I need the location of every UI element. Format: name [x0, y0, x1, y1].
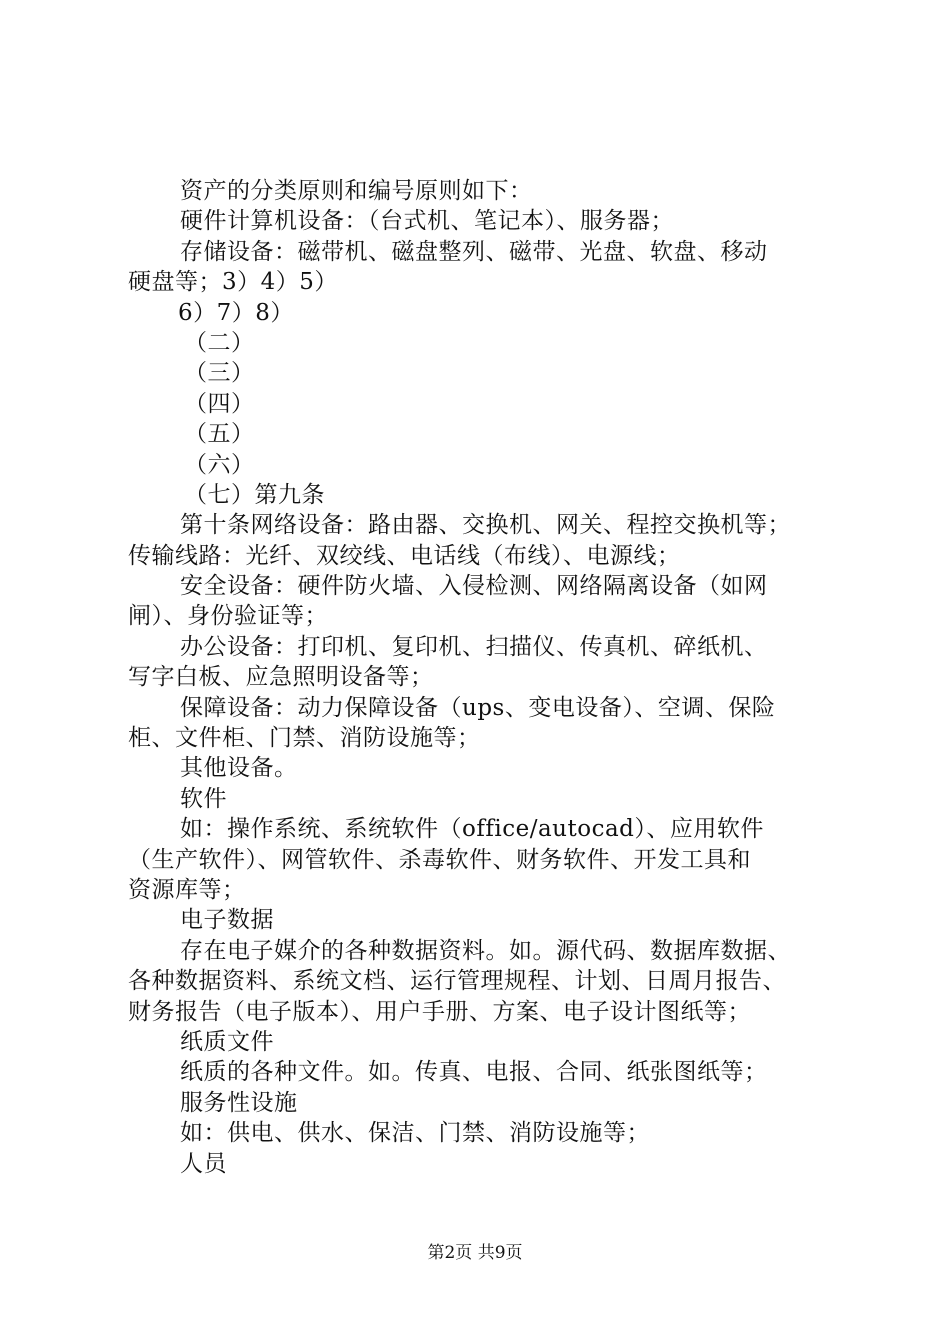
- section-heading: 电子数据: [180, 907, 274, 934]
- text-line: （二）: [184, 329, 255, 356]
- text-line: 硬盘等；3）4）5）: [128, 269, 338, 296]
- text-line: 存储设备：磁带机、磁盘整列、磁带、光盘、软盘、移动: [180, 238, 768, 265]
- text-line: （五）: [184, 421, 255, 448]
- text-line: 存在电子媒介的各种数据资料。如。源代码、数据库数据、: [180, 937, 791, 964]
- text-line: 其他设备。: [180, 755, 298, 782]
- text-line: 如：供电、供水、保洁、门禁、消防设施等；: [180, 1120, 650, 1147]
- text-line: 传输线路：光纤、双绞线、电话线（布线）、电源线；: [128, 542, 681, 569]
- text-line: （七）第九条: [184, 481, 325, 508]
- text-line: 写字白板、应急照明设备等；: [128, 664, 434, 691]
- text-line: 闸）、身份验证等；: [128, 603, 328, 630]
- section-heading: 服务性设施: [180, 1089, 298, 1116]
- text-line: 柜、文件柜、门禁、消防设施等；: [128, 725, 481, 752]
- text-line: 保障设备：动力保障设备（ups、变电设备）、空调、保险: [180, 694, 776, 721]
- section-heading: 软件: [180, 785, 227, 812]
- section-heading: 人员: [180, 1150, 227, 1177]
- body-text: [128, 176, 834, 1179]
- text-line: 第十条网络设备：路由器、交换机、网关、程控交换机等；: [180, 512, 791, 539]
- text-line: （四）: [184, 390, 255, 417]
- page-footer: [0, 1241, 950, 1265]
- text-line: 办公设备：打印机、复印机、扫描仪、传真机、碎纸机、: [180, 633, 768, 660]
- text-line: （六）: [184, 451, 255, 478]
- text-line: （三）: [184, 360, 255, 387]
- text-line: 财务报告（电子版本）、用户手册、方案、电子设计图纸等；: [128, 998, 751, 1025]
- text-line: 6）7）8）: [178, 299, 294, 326]
- text-line: 资产的分类原则和编号原则如下：: [180, 178, 533, 204]
- text-line: 硬件计算机设备：（台式机、笔记本）、服务器；: [180, 208, 674, 235]
- text-line: 如：操作系统、系统软件（office/autocad）、应用软件: [180, 816, 764, 843]
- page-number-label: 第2页 共9页: [427, 1243, 523, 1263]
- text-line: （生产软件）、网管软件、杀毒软件、财务软件、开发工具和: [128, 846, 751, 873]
- text-line: 纸质的各种文件。如。传真、电报、合同、纸张图纸等；: [180, 1059, 768, 1086]
- text-line: 安全设备：硬件防火墙、入侵检测、网络隔离设备（如网: [180, 573, 768, 600]
- section-heading: 纸质文件: [180, 1028, 274, 1055]
- text-line: 各种数据资料、系统文档、运行管理规程、计划、日周月报告、: [128, 968, 786, 995]
- text-line: 资源库等；: [128, 876, 246, 903]
